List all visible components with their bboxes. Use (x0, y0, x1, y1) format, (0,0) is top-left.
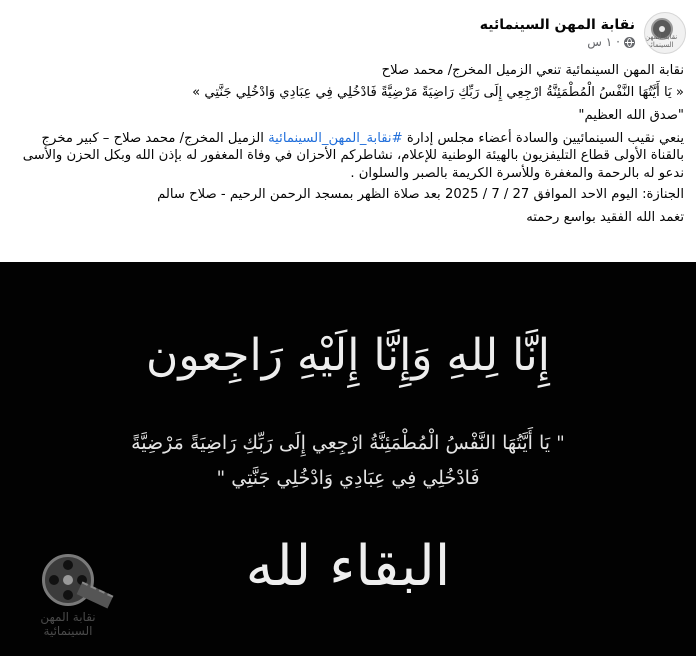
film-strip-icon (77, 581, 114, 608)
post-meta (587, 35, 635, 49)
syndicate-logo (18, 546, 118, 646)
page-avatar[interactable] (644, 12, 686, 54)
post-paragraph-6: تغمد الله الفقيد بواسع رحمته (526, 209, 684, 225)
post-paragraph-4-start: ينعي نقيب السينمائيين والسادة أعضاء مجلس إدارة (402, 130, 684, 146)
header-meta (480, 17, 635, 49)
post-paragraph-5: الجنازة: اليوم الاحد الموافق 27 / 7 / 2025 بعد صلاة الظهر بمسجد الرحمن الرحيم - صلاح سالم (157, 187, 684, 202)
globe-icon[interactable] (624, 37, 635, 48)
post-paragraph-3: "صدق الله العظيم" (578, 108, 684, 123)
post-timestamp[interactable]: ١ س (587, 35, 613, 49)
post-header (10, 10, 686, 56)
hashtag-link[interactable]: #نقابة_المهن_السينمائية (268, 130, 403, 146)
post-paragraph-4-end: الزميل المخرج/ محمد صلاح – كبير مخرج بالقناة الأولى قطاع التليفزيون بالهيئة الوطنية للإعلام، نشاطركم الأحزان في وفاة المغفور له بإذن الله وبكل الحزن والأسى ندعو له بالرحمة والمغفرة وللأسرة الكريمة بالصبر والسلوان . (22, 130, 684, 181)
logo-text: نقابة المهن السينمائية (40, 610, 96, 638)
post-paragraph-1: نقابة المهن السينمائية تنعي الزميل المخرج/ محمد صلاح (381, 63, 684, 78)
post-paragraph-4 (10, 130, 684, 183)
post-paragraph-2: « يَا أَيَّتُهَا النَّفْسُ الْمُطْمَئِنَّةُ ارْجِعِي إِلَى رَبِّكِ رَاضِيَةً مَرْضِيَّةً فَادْخُلِي فِي عِبَادِي وَادْخُلِي جَنَّتِي » (192, 84, 684, 100)
meta-separator: · (616, 35, 620, 49)
image-calligraphy-line-3: فَادْخُلِي فِي عِبَادِي وَادْخُلِي جَنَّتِي " (216, 467, 480, 489)
image-calligraphy-line-4: البقاء لله (245, 534, 451, 599)
post-image[interactable] (0, 262, 696, 656)
image-calligraphy-line-1: إِنَّا لِلهِ وَإِنَّا إِلَيْهِ رَاجِعون (146, 330, 550, 381)
post-text (10, 62, 684, 226)
page-name[interactable]: نقابة المهن السينمائيه (479, 17, 635, 33)
avatar-text: نقابة المهن السينمائية (645, 33, 678, 49)
image-calligraphy-line-2: " يَا أَيَّتُهَا النَّفْسُ الْمُطْمَئِنَّةُ ارْجِعِي إِلَى رَبِّكِ رَاضِيَةً مَرْضِيَّةً (131, 432, 565, 454)
